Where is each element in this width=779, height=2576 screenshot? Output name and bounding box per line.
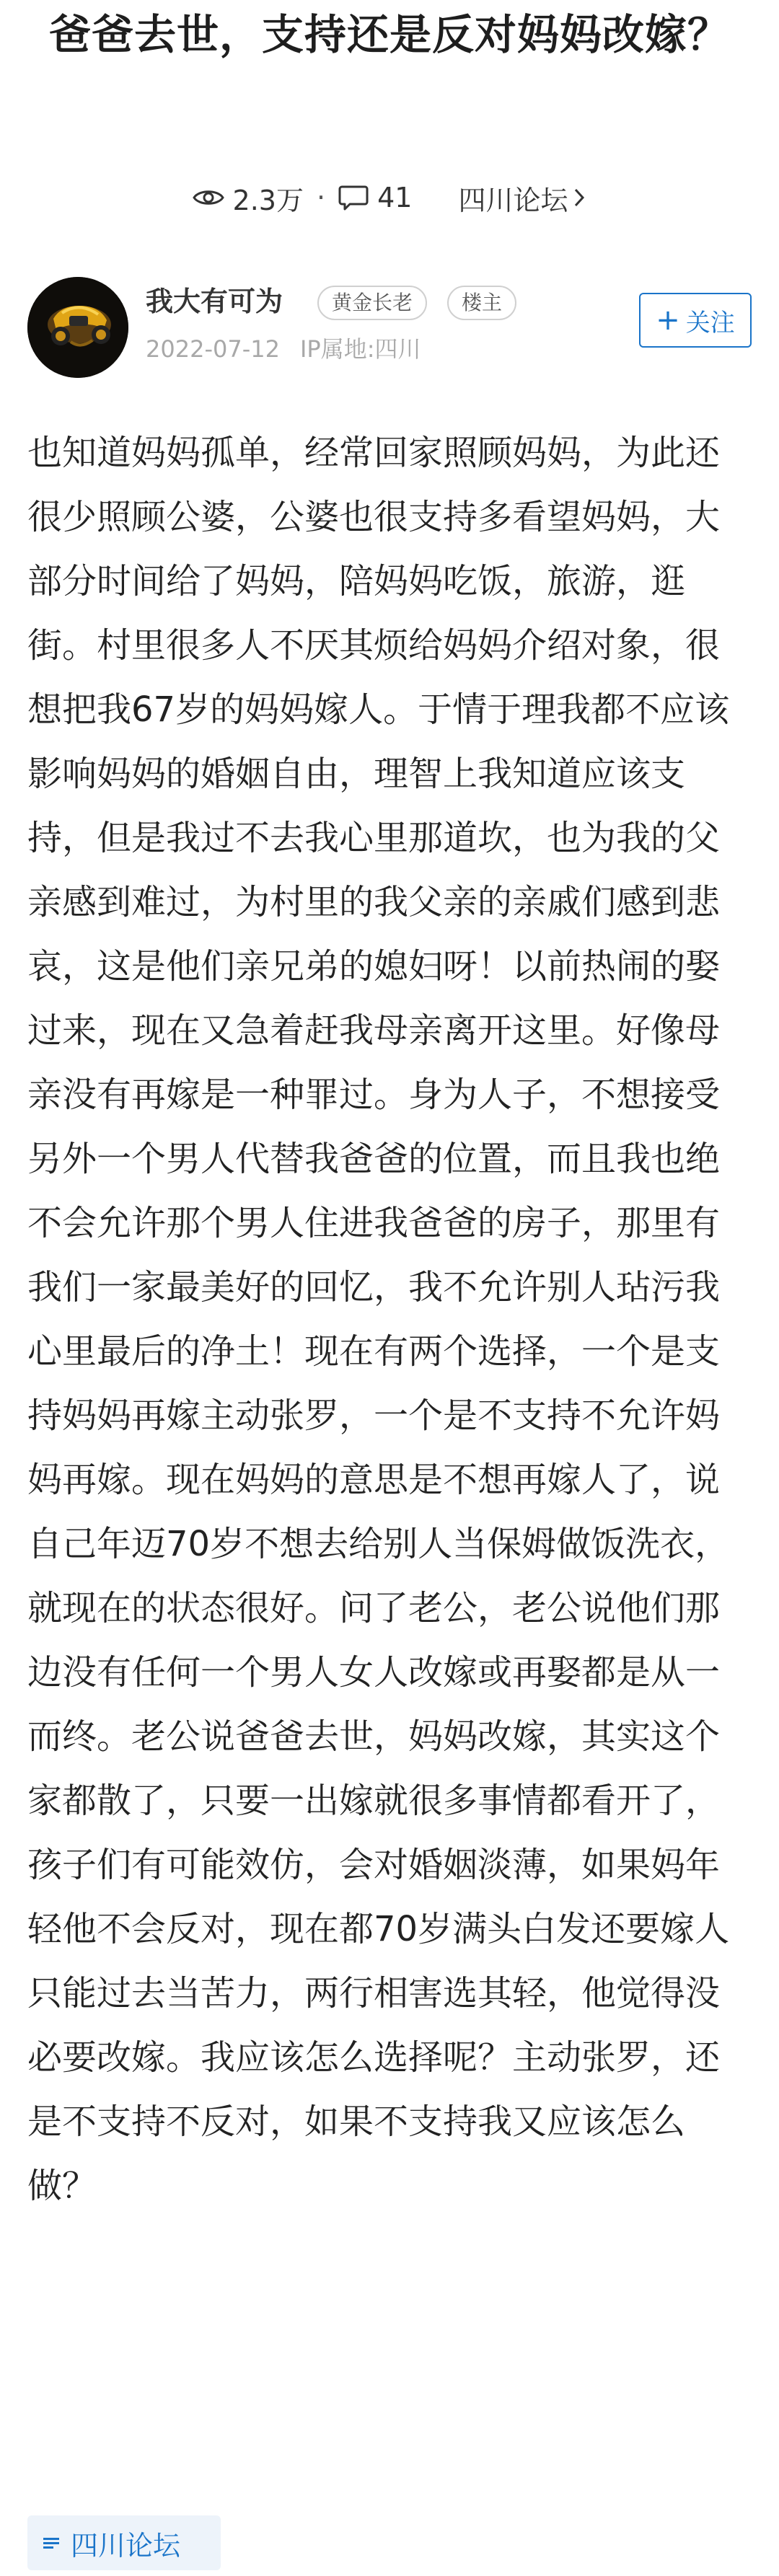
author-block <box>27 277 752 385</box>
eye-icon <box>193 186 224 209</box>
post-meta <box>0 176 779 219</box>
op-badge: 楼主 <box>447 286 516 320</box>
follow-button[interactable] <box>639 293 752 348</box>
meta-separator: · <box>316 182 326 213</box>
avatar[interactable] <box>27 277 128 378</box>
ip-location: IP属地:四川 <box>299 335 421 363</box>
plus-icon: + <box>656 304 680 337</box>
comment-icon <box>338 184 369 211</box>
forum-link[interactable] <box>458 178 586 218</box>
comment-count-value: 41 <box>377 182 413 213</box>
post-info <box>146 333 421 365</box>
chevron-right-icon <box>572 187 586 208</box>
comment-count[interactable] <box>338 182 412 213</box>
post-body: 也知道妈妈孤单，经常回家照顾妈妈，为此还很少照顾公婆，公婆也很支持多看望妈妈，大部分时间给了妈妈，陪妈妈吃饭，旅游，逛街。村里很多人不厌其烦给妈妈介绍对象，很想把我67岁的妈妈嫁人。于情于理我都不应该影响妈妈的婚姻自由，理智上我知道应该支持，但是我过不去我心里那道坎，也为我的父亲感到难过，为村里的我父亲的亲戚们感到悲哀，这是他们亲兄弟的媳妇呀！以前热闹的娶过来，现在又急着赶我母亲离开这里。好像母亲没有再嫁是一种罪过。身为人子，不想接受另外一个男人代替我爸爸的位置，而且我也绝不会允许那个男人住进我爸爸的房子，那里有我们一家最美好的回忆，我不允许别人玷污我心里最后的净土！现在有两个选择，一个是支持妈妈再嫁主动张罗，一个是不支持不允许妈妈再嫁。现在妈妈的意思是不想再嫁人了，说自己年迈70岁不想去给别人当保姆做饭洗衣，就现在的状态很好。问了老公，老公说他们那边没有任何一个男人女人改嫁或再娶都是从一而终。老公说爸爸去世，妈妈改嫁，其实这个家都散了，只要一出嫁就很多事情都看开了，孩子们有可能效仿，会对婚姻淡薄，如果妈年轻他不会反对，现在都70岁满头白发还要嫁人只能过去当苦力，两行相害选其轻，他觉得没必要改嫁。我应该怎么选择呢？主动张罗，还是不支持不反对，如果不支持我又应该怎么做？ <box>27 433 730 2206</box>
list-icon <box>43 2536 59 2549</box>
rank-badge: 黄金长老 <box>317 286 427 320</box>
forum-link-label: 四川论坛 <box>458 184 568 216</box>
post-date: 2022-07-12 <box>146 335 280 363</box>
forum-tag-chip[interactable] <box>27 2515 221 2570</box>
post-title: 爸爸去世，支持还是反对妈妈改嫁？ <box>48 10 730 59</box>
follow-label: 关注 <box>685 308 735 338</box>
forum-tag-label: 四川论坛 <box>71 2529 181 2562</box>
view-count-value: 2.3万 <box>232 184 304 216</box>
view-count <box>193 178 304 218</box>
author-name[interactable]: 我大有可为 <box>146 286 283 317</box>
